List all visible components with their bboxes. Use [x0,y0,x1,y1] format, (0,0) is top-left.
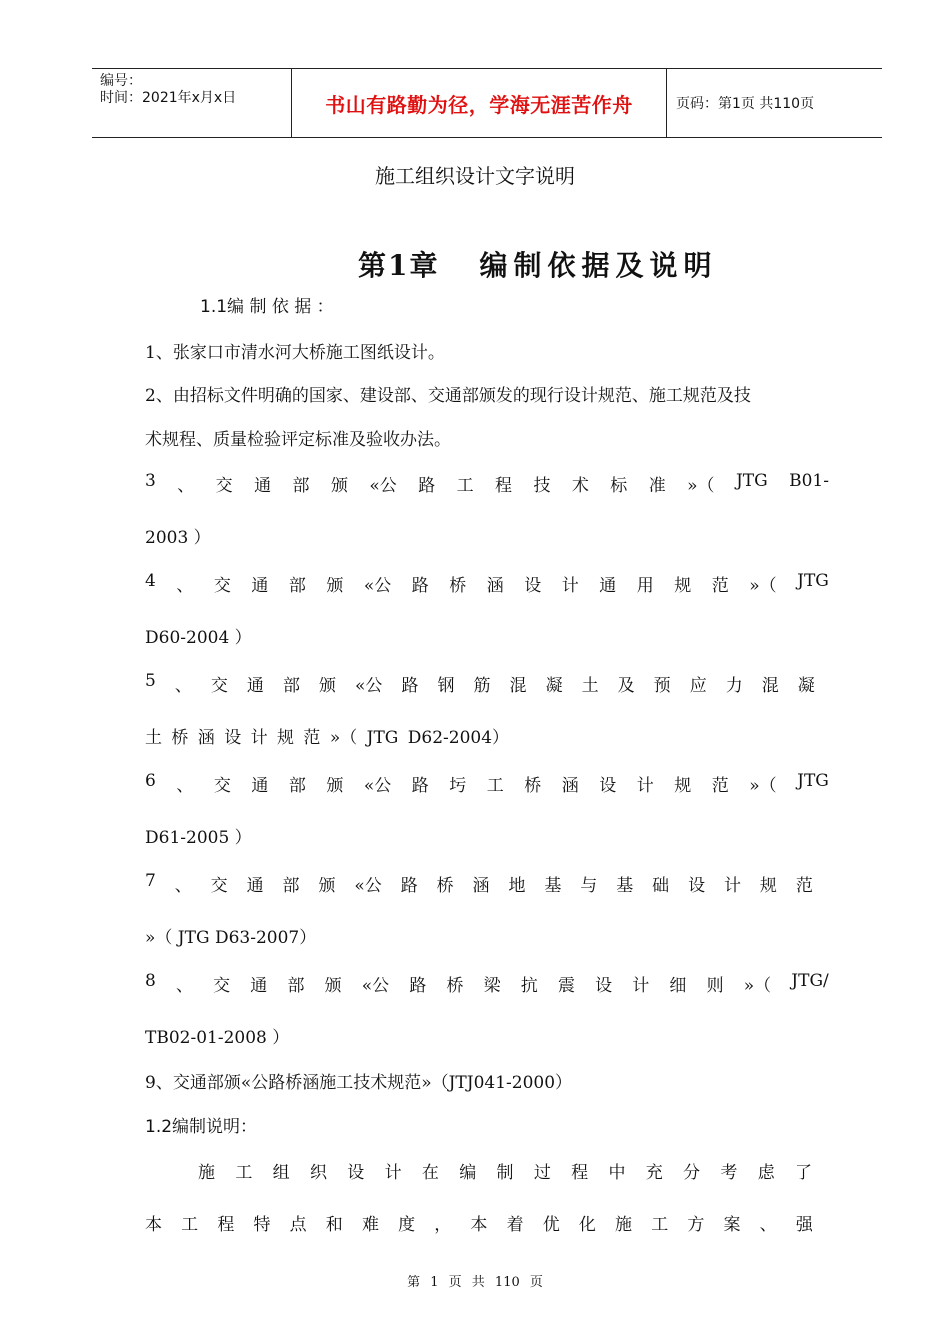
text-token: 颁 [318,676,336,696]
text-token: 编 [459,1163,477,1183]
text-token: 方 [687,1215,705,1235]
text-token: 、 [176,576,194,596]
text-token: 本 [145,1215,162,1235]
text-token: 施 [615,1215,633,1235]
text-token: 抗 [520,976,538,996]
item-9: 9、交通部颁«公路桥涵施工技术规范»（JTJ041-2000） [145,1073,573,1093]
text-token: 通 [246,676,264,696]
text-token: 本 [470,1215,488,1235]
text-token: 案 [723,1215,741,1235]
text-token: 路 [411,576,429,596]
text-token: 部 [288,576,306,596]
text-token: 计 [561,576,579,596]
text-token: 充 [645,1163,663,1183]
text-token: 交 [213,776,231,796]
item-4-line-1 [145,571,829,596]
text-token: 交 [210,676,228,696]
text-token: 设 [524,576,542,596]
text-token: 部 [282,676,300,696]
text-token: 8 [145,971,156,991]
item-3-line-2: 2003 ） [145,528,211,548]
text-token: «公 [355,676,383,696]
text-token: »（ [749,576,777,596]
item-3-line-1 [145,471,829,496]
text-token: 特 [253,1215,271,1235]
text-token: 颁 [324,976,342,996]
chapter-heading [358,244,718,284]
text-token: «公 [354,876,382,896]
text-token: JTG [735,471,768,491]
item-2-line-2: 术规程、质量检验评定标准及验收办法。 [145,430,451,450]
text-token: 通 [251,576,269,596]
text-token: 设 [688,876,706,896]
text-token: 土 [581,676,599,696]
text-token: 优 [542,1215,560,1235]
text-token: «公 [369,476,397,496]
text-token: 技 [533,476,551,496]
text-token: 部 [288,776,306,796]
document-title: 施工组织设计文字说明 [375,164,575,188]
text-token: 织 [309,1163,327,1183]
text-token: 规 [759,876,777,896]
text-token: 组 [272,1163,290,1183]
text-token: 、 [175,976,193,996]
text-token: 应 [689,676,707,696]
text-token: JTG/ [791,971,829,991]
text-token: 颁 [318,876,336,896]
item-5-line-1 [145,671,815,696]
text-token: 、 [176,776,194,796]
text-token: 凝 [797,676,815,696]
text-token: ， [434,1215,452,1235]
item-6-line-2: D61-2005 ） [145,828,252,848]
text-token: 交 [210,876,228,896]
text-token: 部 [282,876,300,896]
section-1-1-heading: 1.1编 制 依 据 ： [200,297,334,317]
text-token: 通 [254,476,272,496]
text-token: 混 [761,676,779,696]
item-7-line-2: »（ JTG D63-2007） [145,928,317,948]
text-token: 交 [213,576,231,596]
text-token: 力 [725,676,743,696]
serial-label: 编号： [100,73,142,89]
page-footer: 第 1 页 共 110 页 [407,1275,543,1290]
text-token: 程 [217,1215,235,1235]
text-token: 涵 [486,576,504,596]
text-token: »（ [749,776,777,796]
text-token: 7 [145,871,156,891]
text-token: JTG [797,771,829,791]
item-5-line-2: 土 桥 涵 设 计 规 范 »（ JTG D62-2004） [145,728,510,748]
chapter-number: 第1章 [358,249,440,282]
item-2-line-1: 2、由招标文件明确的国家、建设部、交通部颁发的现行设计规范、施工规范及技 [145,386,751,406]
text-token: 路 [400,876,418,896]
text-token: 震 [557,976,575,996]
text-token: 通 [599,576,617,596]
paragraph-line-2 [145,1210,813,1235]
text-token: 度 [398,1215,416,1235]
text-token: 分 [683,1163,701,1183]
item-8-line-2: TB02-01-2008 ） [145,1028,290,1048]
text-token: 3 [145,471,156,491]
text-token: 着 [506,1215,524,1235]
text-token: 规 [674,576,692,596]
text-token: 涵 [472,876,490,896]
text-token: 难 [361,1215,379,1235]
text-token: 筋 [473,676,491,696]
text-token: «公 [363,576,392,596]
text-token: «公 [361,976,390,996]
text-token: 础 [652,876,670,896]
text-token: 工 [486,776,504,796]
text-token: 则 [706,976,724,996]
text-token: 交 [213,976,231,996]
text-token: 计 [384,1163,402,1183]
header-meta-cell [92,69,292,137]
text-token: 圬 [449,776,467,796]
chapter-title: 编制依据及说明 [479,249,718,282]
text-token: »（ [743,976,772,996]
text-token: 4 [145,571,156,591]
text-token: 预 [653,676,671,696]
text-token: 和 [325,1215,343,1235]
text-token: 用 [636,576,654,596]
time-label: 时间：2021年x月x日 [100,90,237,106]
text-token: 、 [174,676,192,696]
text-token: 计 [636,776,654,796]
text-token: 桥 [446,976,464,996]
text-token: 考 [720,1163,738,1183]
text-token: 标 [610,476,628,496]
text-token: 细 [669,976,687,996]
text-token: 准 [648,476,666,496]
text-token: 钢 [437,676,455,696]
text-token: 涵 [561,776,579,796]
text-token: 强 [795,1215,813,1235]
text-token: 规 [674,776,692,796]
item-8-line-1 [145,971,829,996]
text-token: 设 [595,976,613,996]
text-token: 工 [456,476,474,496]
text-token: 点 [289,1215,307,1235]
text-token: 虑 [757,1163,775,1183]
item-6-line-1 [145,771,829,796]
text-token: 部 [292,476,310,496]
text-token: 交 [215,476,233,496]
text-token: 通 [251,776,269,796]
item-7-line-1 [145,871,813,896]
text-token: 梁 [483,976,501,996]
section-1-2-heading: 1.2编制说明： [145,1117,258,1137]
text-token: 程 [571,1163,589,1183]
text-token: 颁 [326,776,344,796]
item-4-line-2: D60-2004 ） [145,628,252,648]
text-token: 基 [616,876,634,896]
text-token: B01- [789,471,829,491]
header-page-info: 页码：第1页 共110页 [676,96,815,112]
text-token: 、 [759,1215,777,1235]
text-token: 路 [411,776,429,796]
text-token: 混 [509,676,527,696]
text-token: 设 [347,1163,365,1183]
text-token: 通 [250,976,268,996]
text-token: 通 [246,876,264,896]
text-token: 在 [421,1163,439,1183]
text-token: 6 [145,771,156,791]
text-token: 路 [401,676,419,696]
text-token: 桥 [436,876,454,896]
page-header [92,68,882,138]
text-token: 桥 [524,776,542,796]
item-1: 1、张家口市清水河大桥施工图纸设计。 [145,343,445,363]
text-token: 范 [711,776,729,796]
text-token: 工 [235,1163,253,1183]
text-token: 工 [181,1215,199,1235]
text-token: 计 [723,876,741,896]
text-token: 桥 [449,576,467,596]
text-token: 计 [632,976,650,996]
text-token: 工 [651,1215,669,1235]
text-token: 术 [571,476,589,496]
text-token: 与 [580,876,598,896]
text-token: 范 [711,576,729,596]
text-token: 中 [608,1163,626,1183]
text-token: 制 [496,1163,514,1183]
text-token: 颁 [330,476,348,496]
text-token: 路 [418,476,436,496]
text-token: «公 [363,776,392,796]
text-token: 5 [145,671,156,691]
text-token: 过 [533,1163,551,1183]
text-token: 范 [795,876,813,896]
text-token: 部 [287,976,305,996]
text-token: 路 [409,976,427,996]
text-token: 及 [617,676,635,696]
text-token: 基 [544,876,562,896]
text-token: 颁 [326,576,344,596]
text-token: »（ [687,476,715,496]
text-token: JTG [797,571,829,591]
text-token: 设 [599,776,617,796]
header-motto: 书山有路勤为径，学海无涯苦作舟 [292,69,667,137]
paragraph-line-1 [198,1158,812,1183]
text-token: 了 [795,1163,812,1183]
text-token: 施 [198,1163,215,1183]
text-token: 、 [177,476,195,496]
text-token: 化 [578,1215,596,1235]
text-token: 程 [495,476,513,496]
text-token: 地 [508,876,526,896]
text-token: 凝 [545,676,563,696]
text-token: 、 [174,876,192,896]
